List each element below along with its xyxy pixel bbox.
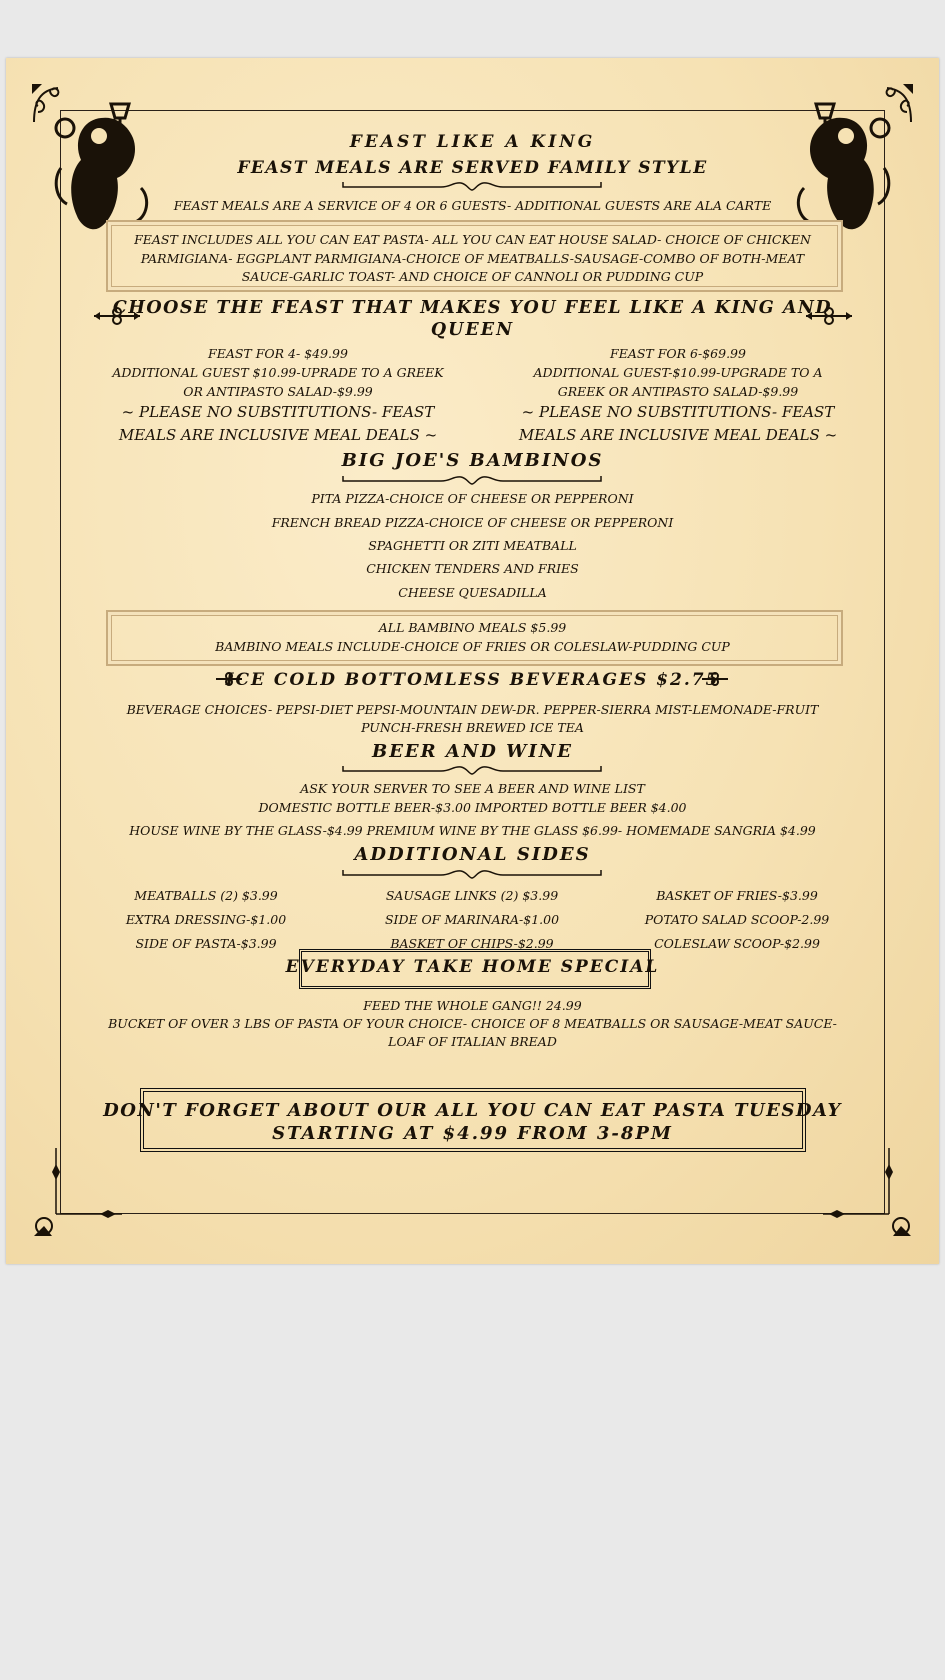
beer-wine-line: ASK YOUR SERVER TO SEE A BEER AND WINE LIST: [300, 781, 645, 796]
tuesday-promo-line-1: DON'T FORGET ABOUT OUR ALL YOU CAN EAT PASTA TUESDAY: [103, 1100, 842, 1121]
sides-column-1: [106, 884, 306, 956]
bambino-include-note: BAMBINO MEALS INCLUDE-CHOICE OF FRIES OR COLESLAW-PUDDING CUP: [215, 639, 730, 654]
side-item: SAUSAGE LINKS (2) $3.99: [385, 888, 559, 903]
feast-6-note-2: MEALS ARE INCLUSIVE MEAL DEALS ~: [518, 426, 838, 444]
page-subtitle: FEAST MEALS ARE SERVED FAMILY STYLE: [237, 158, 708, 178]
beer-wine-title: BEER AND WINE: [372, 741, 573, 762]
beverage-choices-line-1: BEVERAGE CHOICES- PEPSI-DIET PEPSI-MOUNTAIN DEW-DR. PEPPER-SIERRA MIST-LEMONADE-FRUIT: [126, 702, 819, 717]
feast-6-additional: ADDITIONAL GUEST-$10.99-UPGRADE TO A: [533, 365, 823, 380]
side-item: POTATO SALAD SCOOP-2.99: [644, 912, 830, 927]
special-line: BUCKET OF OVER 3 LBS OF PASTA OF YOUR CHOICE- CHOICE OF 8 MEATBALLS OR SAUSAGE-MEAT SAUCE-: [108, 1016, 837, 1031]
side-item: EXTRA DRESSING-$1.00: [125, 912, 287, 927]
special-line: LOAF OF ITALIAN BREAD: [388, 1034, 557, 1049]
bambino-item: SPAGHETTI OR ZITI MEATBALL: [368, 538, 577, 553]
feast-4-price: FEAST FOR 4- $49.99: [208, 346, 348, 361]
sides-title: ADDITIONAL SIDES: [354, 844, 591, 865]
bambino-item: CHEESE QUESADILLA: [398, 585, 547, 600]
corner-flourish-icon: [819, 1144, 915, 1240]
special-title: EVERYDAY TAKE HOME SPECIAL: [285, 957, 660, 977]
bambino-item: FRENCH BREAD PIZZA-CHOICE OF CHEESE OR PEPPERONI: [271, 515, 674, 530]
corner-flourish-icon: [30, 1144, 126, 1240]
side-item: SIDE OF PASTA-$3.99: [135, 936, 277, 951]
beverages-title: ICE COLD BOTTOMLESS BEVERAGES $2.75: [225, 670, 720, 690]
feast-6-salad: GREEK OR ANTIPASTO SALAD-$9.99: [557, 384, 799, 399]
feast-includes-line-1: FEAST INCLUDES ALL YOU CAN EAT PASTA- ALL YOU CAN EAT HOUSE SALAD- CHOICE OF CHICKEN: [134, 232, 811, 247]
choose-title-line-2: QUEEN: [430, 320, 515, 340]
beer-wine-line: HOUSE WINE BY THE GLASS-$4.99 PREMIUM WINE BY THE GLASS $6.99- HOMEMADE SANGRIA $4.99: [129, 823, 816, 838]
service-note: FEAST MEALS ARE A SERVICE OF 4 OR 6 GUESTS- ADDITIONAL GUESTS ARE ALA CARTE: [173, 198, 772, 213]
bambino-price-box: [106, 610, 843, 666]
feast-for-6-column: [508, 344, 848, 447]
side-item: SIDE OF MARINARA-$1.00: [384, 912, 560, 927]
feast-6-price: FEAST FOR 6-$69.99: [610, 346, 746, 361]
tuesday-promo-line-2: STARTING AT $4.99 FROM 3-8PM: [272, 1123, 673, 1144]
sides-column-3: [632, 884, 842, 956]
scroll-divider-icon: [341, 180, 603, 194]
feast-includes-line-2: PARMIGIANA- EGGPLANT PARMIGIANA-CHOICE OF MEATBALLS-SAUSAGE-COMBO OF BOTH-MEAT: [140, 251, 805, 266]
side-item: MEATBALLS (2) $3.99: [134, 888, 278, 903]
bambinos-title: BIG JOE'S BAMBINOS: [341, 450, 604, 471]
side-item: COLESLAW SCOOP-$2.99: [654, 936, 820, 951]
scroll-divider-icon: [341, 764, 603, 778]
feast-6-note-1: ~ PLEASE NO SUBSTITUTIONS- FEAST: [521, 403, 835, 421]
beer-wine-line: DOMESTIC BOTTLE BEER-$3.00 IMPORTED BOTTLE BEER $4.00: [258, 800, 687, 815]
beverage-choices-line-2: PUNCH-FRESH BREWED ICE TEA: [361, 720, 584, 735]
scroll-divider-icon: [341, 868, 603, 882]
special-line: FEED THE WHOLE GANG!! 24.99: [363, 998, 582, 1013]
side-item: BASKET OF FRIES-$3.99: [656, 888, 818, 903]
feast-4-salad: OR ANTIPASTO SALAD-$9.99: [183, 384, 373, 399]
side-item: BASKET OF CHIPS-$2.99: [390, 936, 554, 951]
bambino-price: ALL BAMBINO MEALS $5.99: [378, 620, 567, 635]
bambino-item: CHICKEN TENDERS AND FRIES: [366, 561, 579, 576]
menu-page: [6, 58, 939, 1264]
scroll-divider-icon: [341, 474, 603, 488]
feast-for-4-column: [108, 344, 448, 447]
feast-4-additional: ADDITIONAL GUEST $10.99-UPRADE TO A GREEK: [112, 365, 444, 380]
sides-column-2: [372, 884, 572, 956]
choose-title-line-1: CHOOSE THE FEAST THAT MAKES YOU FEEL LIKE A KING AND: [112, 298, 833, 318]
bambino-item: PITA PIZZA-CHOICE OF CHEESE OR PEPPERONI: [311, 491, 634, 506]
page-title: FEAST LIKE A KING: [349, 132, 596, 152]
feast-4-note-1: ~ PLEASE NO SUBSTITUTIONS- FEAST: [121, 403, 435, 421]
feast-4-note-2: MEALS ARE INCLUSIVE MEAL DEALS ~: [118, 426, 438, 444]
feast-includes-line-3: SAUCE-GARLIC TOAST- AND CHOICE OF CANNOLI OR PUDDING CUP: [241, 269, 704, 284]
